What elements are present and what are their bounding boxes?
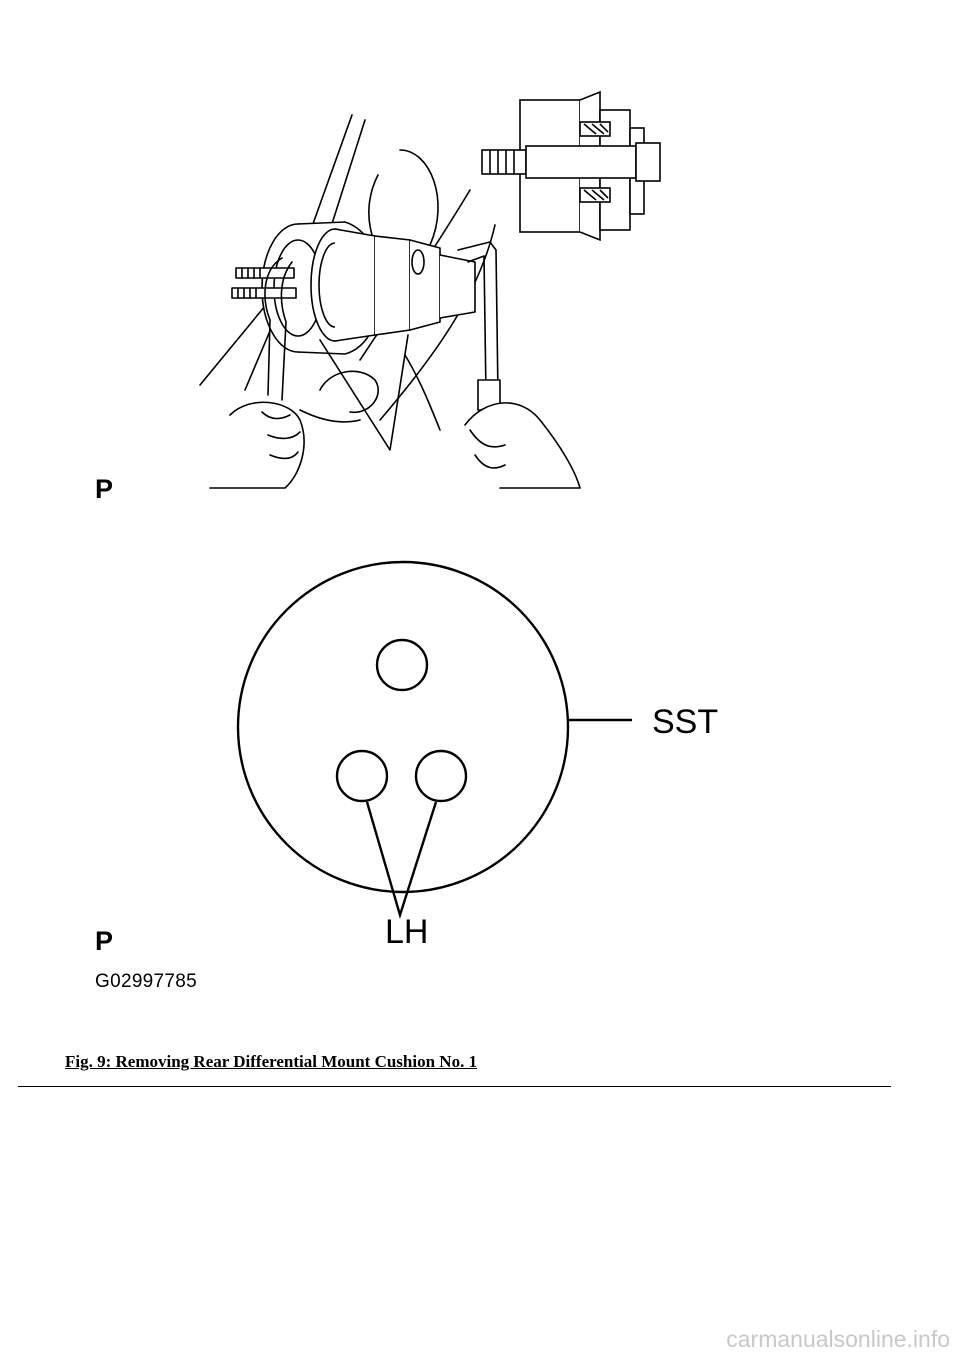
sst-label: SST	[652, 703, 719, 741]
view-label-p-bottom: P	[95, 926, 114, 956]
figure-caption: Fig. 9: Removing Rear Differential Mount Cushion No. 1	[65, 1052, 478, 1071]
lh-label: LH	[385, 913, 429, 951]
site-watermark: carmanualsonline.info	[726, 1326, 950, 1352]
cushion-inset-illustration	[482, 92, 660, 240]
view-label-p-top: P	[95, 474, 114, 504]
horizontal-divider	[18, 1086, 891, 1087]
sst-disc	[238, 562, 568, 892]
figure-id: G02997785	[95, 971, 198, 992]
sst-disc-diagram	[238, 562, 632, 915]
